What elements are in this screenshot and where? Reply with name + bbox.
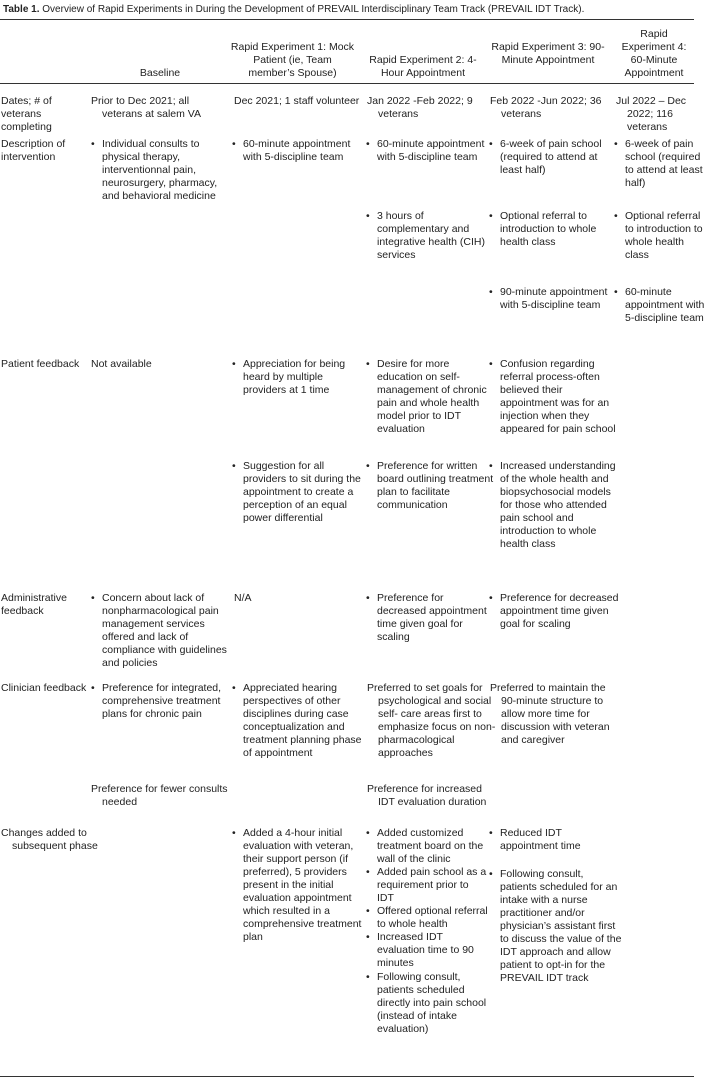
patient-exp1-item: • Suggestion for all providers to sit during the appointment to create a perception of an equal power differential — [232, 460, 361, 525]
clinician-exp1-item: • Appreciated hearing perspectives of other disciplines during case conceptualization and treatment planning phase of appointment — [232, 682, 362, 760]
changes-exp2-list — [366, 827, 488, 1036]
changes-exp2-item: • Offered optional referral to whole health — [366, 905, 488, 931]
table-label: Table 1. — [3, 4, 40, 15]
changes-exp2-item: • Following consult, patients scheduled directly into pain school (instead of intake evaluation) — [366, 970, 487, 1035]
admin-exp3-item: • Preference for decreased appointment time given goal for scaling — [489, 592, 619, 631]
description-exp3-item: • 6-week of pain school (required to attend at least half) — [489, 138, 602, 177]
changes-exp2-item: • Added customized treatment board on the wall of the clinic — [366, 827, 484, 866]
changes-exp1-item: • Added a 4-hour initial evaluation with veteran, their support person (if preferred), 5 providers present in the initial evaluation appointment which resulted in a comprehensive treatment plan — [232, 827, 362, 944]
header-rule — [0, 83, 694, 84]
patient-baseline: Not available — [91, 358, 152, 370]
clinician-exp3-item: Preferred to maintain the 90-minute structure to allow more time for discussion with veteran and caregiver — [490, 682, 610, 747]
dates-exp1: Dec 2021; 1 staff volunteer — [234, 95, 360, 107]
admin-exp2-item: • Preference for decreased appointment time given goal for scaling — [366, 592, 487, 644]
changes-exp2-item: • Added pain school as a requirement prior to IDT — [366, 866, 487, 905]
description-baseline-item: • Individual consults to physical therapy, interventionnal pain, neurosurgery, pharmacy, and behavioral medicine — [91, 138, 218, 203]
dates-exp2: Jan 2022 -Feb 2022; 9 veterans — [367, 95, 473, 121]
clinician-baseline-item: Preference for fewer consults needed — [91, 783, 228, 809]
description-exp2-item: • 60-minute appointment with 5-discipline team — [366, 138, 485, 164]
row-label-dates: Dates; # of veterans completing — [1, 95, 52, 134]
patient-exp1-item: • Appreciation for being heard by multiple providers at 1 time — [232, 358, 346, 397]
description-exp3-item: • Optional referral to introduction to whole health class — [489, 210, 597, 249]
description-exp4-item: • 60-minute appointment with 5-discipline team — [614, 286, 705, 325]
clinician-exp2-item: Preference for increased IDT evaluation duration — [367, 783, 487, 809]
col-header-baseline: Baseline — [139, 67, 181, 79]
patient-exp2-item: • Preference for written board outlining treatment plan to facilitate communication — [366, 460, 494, 512]
col-header-exp1: Rapid Experiment 1: Mock Patient (ie, Team member’s Spouse) — [230, 41, 355, 80]
admin-baseline-item: • Concern about lack of nonpharmacological pain management services offered and lack of compliance with guidelines and policies — [91, 592, 227, 670]
col-header-exp2: Rapid Experiment 2: 4-Hour Appointment — [369, 54, 477, 80]
patient-exp3-item: • Confusion regarding referral process-often believed their appointment was for an injection when they appeared for pain school — [489, 358, 616, 436]
description-exp4-item: • 6-week of pain school (required to attend at least half) — [614, 138, 703, 190]
description-exp3-item: • 90-minute appointment with 5-discipline team — [489, 286, 608, 312]
dates-exp3: Feb 2022 -Jun 2022; 36 veterans — [490, 95, 602, 121]
row-label-description: Description of intervention — [1, 138, 66, 164]
top-rule — [0, 19, 694, 20]
changes-exp2-item: • Increased IDT evaluation time to 90 minutes — [366, 931, 474, 970]
changes-exp3-item: • Reduced IDT appointment time — [489, 827, 581, 853]
description-exp4-item: • Optional referral to introduction to whole health class — [614, 210, 703, 262]
dates-exp4: Jul 2022 – Dec 2022; 116 veterans — [616, 95, 687, 134]
row-label-clinician: Clinician feedback — [1, 682, 87, 694]
table-title: Overview of Rapid Experiments in During the Development of PREVAIL Interdisciplinary Team Track (PREVAIL IDT Track). — [42, 4, 585, 15]
row-label-changes: Changes added to subsequent phase — [1, 827, 98, 853]
clinician-exp2-item: Preferred to set goals for psychological and social self- care areas first to emphasize focus on non-pharmacological approaches — [367, 682, 496, 760]
patient-exp3-item: • Increased understanding of the whole health and biopsychosocial models for those who attended pain school and introduction to whole health class — [489, 460, 616, 551]
col-header-exp4: Rapid Experiment 4: 60-Minute Appointment — [621, 28, 687, 80]
table-caption — [3, 3, 693, 16]
clinician-baseline-item: • Preference for integrated, comprehensive treatment plans for chronic pain — [91, 682, 222, 721]
description-exp2-item: • 3 hours of complementary and integrative health (CIH) services — [366, 210, 485, 262]
changes-exp3-item: • Following consult, patients scheduled for an intake with a nurse practitioner and/or physician’s assistant first to discuss the value of the IDT approach and allow patient to opt-in for the PREVAIL IDT track — [489, 868, 622, 985]
admin-exp1: N/A — [234, 592, 252, 604]
col-header-exp3: Rapid Experiment 3: 90-Minute Appointment — [491, 41, 605, 67]
description-exp1-item: • 60-minute appointment with 5-discipline team — [232, 138, 351, 164]
patient-exp2-item: • Desire for more education on self-management of chronic pain and whole health model prior to IDT evaluation — [366, 358, 487, 436]
row-label-admin: Administrative feedback — [1, 592, 67, 618]
dates-baseline: Prior to Dec 2021; all veterans at salem VA — [91, 95, 202, 121]
bottom-rule — [0, 1076, 694, 1077]
row-label-patient: Patient feedback — [1, 358, 80, 370]
